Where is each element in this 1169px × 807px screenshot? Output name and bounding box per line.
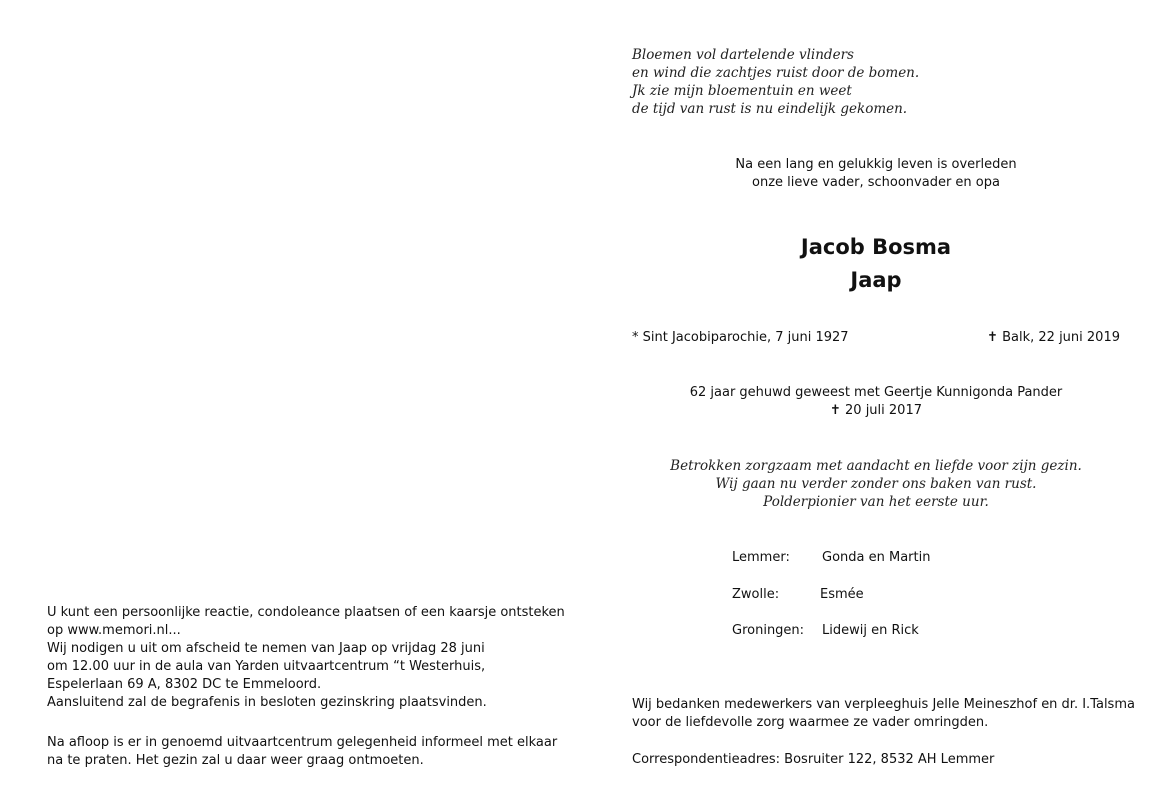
poem-line: Bloemen vol dartelende vlinders [632, 47, 854, 63]
reaction-block [47, 604, 565, 712]
family-place: Groningen: [732, 623, 805, 638]
deceased-name: Jacob Bosma [800, 235, 952, 259]
intro-line: onze lieve vader, schoonvader en opa [752, 175, 1000, 190]
intro-line: Na een lang en gelukkig leven is overleden [735, 157, 1017, 172]
family-names: Gonda en Martin [822, 550, 931, 565]
afterward-block [47, 734, 557, 770]
reaction-line: U kunt een persoonlijke reactie, condoleance plaatsen of een kaarsje ontsteken [47, 605, 565, 620]
reaction-line: op www.memori.nl... [47, 623, 181, 638]
reaction-line: Wij nodigen u uit om afscheid te nemen van Jaap op vrijdag 28 juni [47, 641, 485, 656]
reaction-line: Aansluitend zal de begrafenis in besloten gezinskring plaatsvinden. [47, 695, 487, 710]
thanks-block [632, 696, 1135, 732]
motto [626, 457, 1126, 511]
poem-line: Jk zie mijn bloementuin en weet [632, 83, 852, 99]
thanks-line: Wij bedanken medewerkers van verpleeghuis Jelle Meineszhof en dr. I.Talsma [632, 697, 1135, 712]
motto-line: Betrokken zorgzaam met aandacht en liefde voor zijn gezin. [670, 458, 1082, 474]
poem-line: en wind die zachtjes ruist door de bomen. [632, 65, 920, 81]
family-place: Lemmer: [732, 550, 790, 565]
family-row-groningen [732, 622, 1032, 640]
afterward-line: na te praten. Het gezin zal u daar weer graag ontmoeten. [47, 753, 424, 768]
poem-line: de tijd van rust is nu eindelijk gekomen. [632, 101, 908, 117]
deceased-nickname: Jaap [850, 268, 902, 292]
death-info: ✝ Balk, 22 juni 2019 [987, 330, 1120, 345]
marriage-line: 62 jaar gehuwd geweest met Geertje Kunnigonda Pander [689, 385, 1063, 400]
family-place: Zwolle: [732, 587, 780, 602]
correspondence-address: Correspondentieadres: Bosruiter 122, 8532 AH Lemmer [632, 752, 995, 767]
marriage-info [626, 384, 1126, 420]
family-row-lemmer [732, 549, 1032, 567]
birth-info: * Sint Jacobiparochie, 7 juni 1927 [632, 330, 849, 345]
spouse-death-line: ✝ 20 juli 2017 [830, 403, 922, 418]
family-names: Esmée [820, 587, 864, 602]
reaction-line: om 12.00 uur in de aula van Yarden uitvaartcentrum “t Westerhuis, [47, 659, 486, 674]
motto-line: Polderpionier van het eerste uur. [763, 494, 989, 510]
afterward-line: Na afloop is er in genoemd uitvaartcentrum gelegenheid informeel met elkaar [47, 735, 558, 750]
family-names: Lidewij en Rick [822, 623, 919, 638]
poem [632, 46, 919, 118]
family-row-zwolle [732, 586, 1032, 604]
thanks-line: voor de liefdevolle zorg waarmee ze vader omringden. [632, 715, 989, 730]
motto-line: Wij gaan nu verder zonder ons baken van rust. [715, 476, 1037, 492]
reaction-line: Espelerlaan 69 A, 8302 DC te Emmeloord. [47, 677, 322, 692]
intro-text [676, 156, 1076, 192]
